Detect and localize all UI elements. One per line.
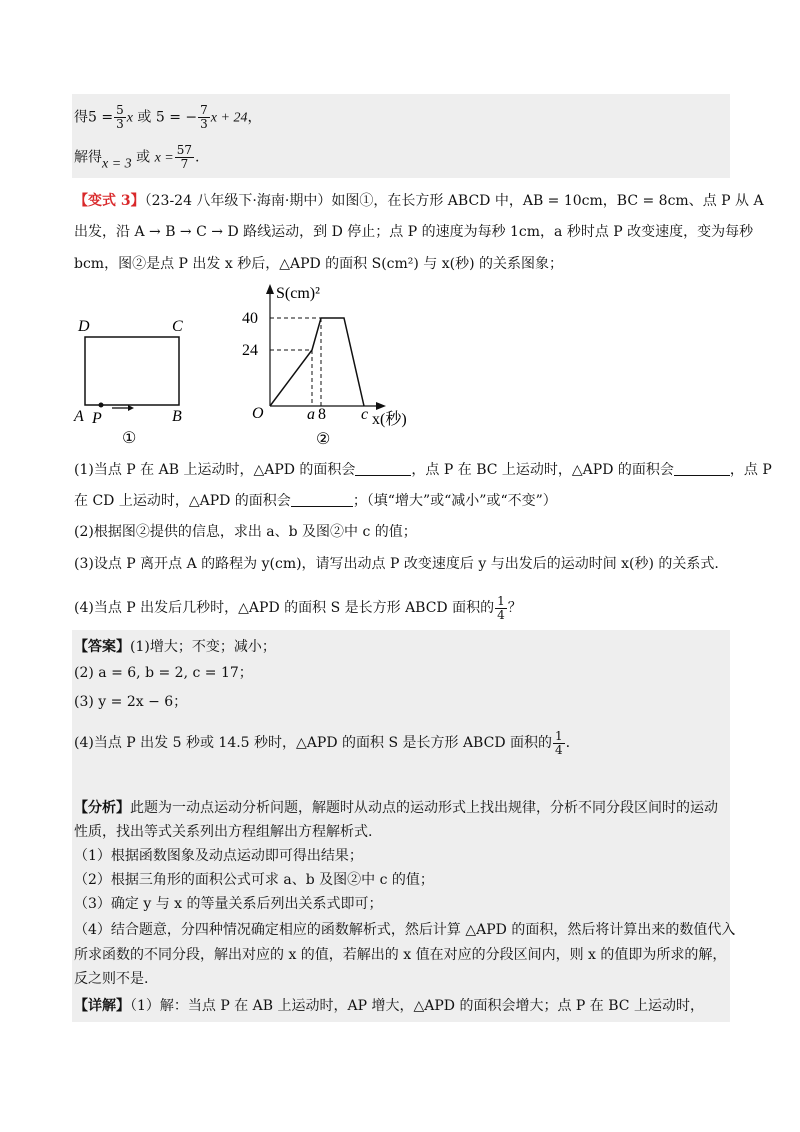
origin-label: O (252, 405, 264, 422)
label-P: P (92, 410, 102, 427)
point-P (99, 403, 104, 408)
y-axis-arrow (266, 284, 274, 294)
analysis-line-4: （2）根据三角形的面积公式可求 a、b 及图②中 c 的值； (74, 872, 434, 888)
tick-40: 40 (242, 310, 258, 327)
problem-line-3: bcm，图②是点 P 出发 x 秒后，△APD 的面积 S(cm²) 与 x(秒) 的关系图象； (74, 256, 564, 272)
fraction: $\frac{7}{3}$ (200, 103, 208, 131)
equation-line: 得5 = $\frac{5}{3}$ x 或 5 = − $\frac{7}{3}$ x + 24， (74, 103, 262, 131)
tick-c: c (361, 406, 369, 423)
question-1-line-2: 在 CD 上运动时，△APD 的面积会 ；（填“增大”或“减小”或“不变”） (74, 493, 557, 509)
answer-1: 【答案】(1)增大；不变；减小； (74, 639, 276, 655)
variant-tag: 【变式 3】 (74, 193, 145, 209)
question-4: (4)当点 P 出发后几秒时，△APD 的面积 S 是长方形 ABCD 面积的 $\frac{1}{4}$ ？ (74, 593, 522, 622)
tick-8: 8 (318, 406, 326, 423)
solution-line: 解得x = 3 或 x = $\frac{57}{7}$ . (74, 143, 200, 172)
arrow-head (128, 405, 134, 411)
tick-24: 24 (242, 342, 258, 359)
answer-4: (4)当点 P 出发 5 秒或 14.5 秒时，△APD 的面积 S 是长方形 ABCD 面积的 $\frac{1}{4}$ . (74, 728, 571, 757)
tick-a: a (307, 406, 315, 423)
fraction: $\frac{1}{4}$ (497, 593, 505, 622)
label-C: C (172, 318, 183, 335)
fill-blank (674, 461, 730, 476)
fraction: $\frac{57}{7}$ (176, 143, 193, 171)
question-3: (3)设点 P 离开点 A 的路程为 y(cm)，请写出动点 P 改变速度后 y 与出发后的运动时间 x(秒) 的关系式. (74, 556, 719, 572)
problem-line-1: 【变式 3】（23-24 八年级下·海南·期中）如图①，在长方形 ABCD 中，AB = 10cm，BC = 8cm、点 P 从 A (74, 193, 764, 209)
answer-3: (3) y = 2x − 6； (74, 694, 188, 710)
analysis-line-3: （1）根据函数图象及动点运动即可得出结果； (74, 848, 363, 864)
label-A: A (74, 408, 84, 425)
analysis-line-6: （4）结合题意，分四种情况确定相应的函数解析式，然后计算 △APD 的面积，然后将计算出来的数值代入 (74, 922, 736, 938)
y-axis-label: S(cm)² (276, 285, 320, 302)
figure-1-caption: ① (122, 430, 137, 445)
figure-graph (230, 278, 430, 448)
fill-blank (355, 461, 411, 476)
x-axis-arrow (376, 402, 386, 410)
analysis-line-1: 【分析】此题为一动点运动分析问题，解题时从动点的运动形式上找出规律，分析不同分段区间时的运动 (74, 800, 718, 816)
analysis-line-2: 性质，找出等式关系列出方程组解出方程解析式. (74, 824, 373, 840)
detail-line-1: 【详解】（1）解：当点 P 在 AB 上运动时，AP 增大，△APD 的面积会增大；点 P 在 BC 上运动时， (74, 998, 704, 1014)
analysis-line-7: 所求函数的不同分段，解出对应的 x 的值，若解出的 x 值在对应的分段区间内，则 x 的值即为所求的解， (74, 947, 727, 963)
label-B: B (172, 408, 182, 425)
graph-line (270, 318, 364, 406)
analysis-line-5: （3）确定 y 与 x 的等量关系后列出关系式即可； (74, 896, 383, 912)
problem-line-2: 出发，沿 A → B → C → D 路线运动，到 D 停止；点 P 的速度为每秒 1cm，a 秒时点 P 改变速度，变为每秒 (74, 224, 754, 240)
rectangle-abcd (85, 337, 179, 405)
analysis-line-8: 反之则不是. (74, 971, 149, 987)
x-axis-label: x(秒) (372, 411, 407, 428)
question-1-line-1: (1)当点 P 在 AB 上运动时，△APD 的面积会 ，点 P 在 BC 上运动时，△APD 的面积会 ，点 P (74, 462, 772, 478)
fraction: $\frac{1}{4}$ (555, 728, 563, 757)
label-D: D (78, 318, 90, 335)
fill-blank (291, 492, 353, 507)
question-2: (2)根据图②提供的信息，求出 a、b 及图②中 c 的值； (74, 524, 417, 540)
figure-rectangle (70, 305, 210, 445)
fraction: $\frac{5}{3}$ (116, 103, 124, 131)
figure-2-caption: ② (316, 431, 331, 448)
answer-2: (2) a = 6, b = 2, c = 17； (74, 665, 253, 681)
